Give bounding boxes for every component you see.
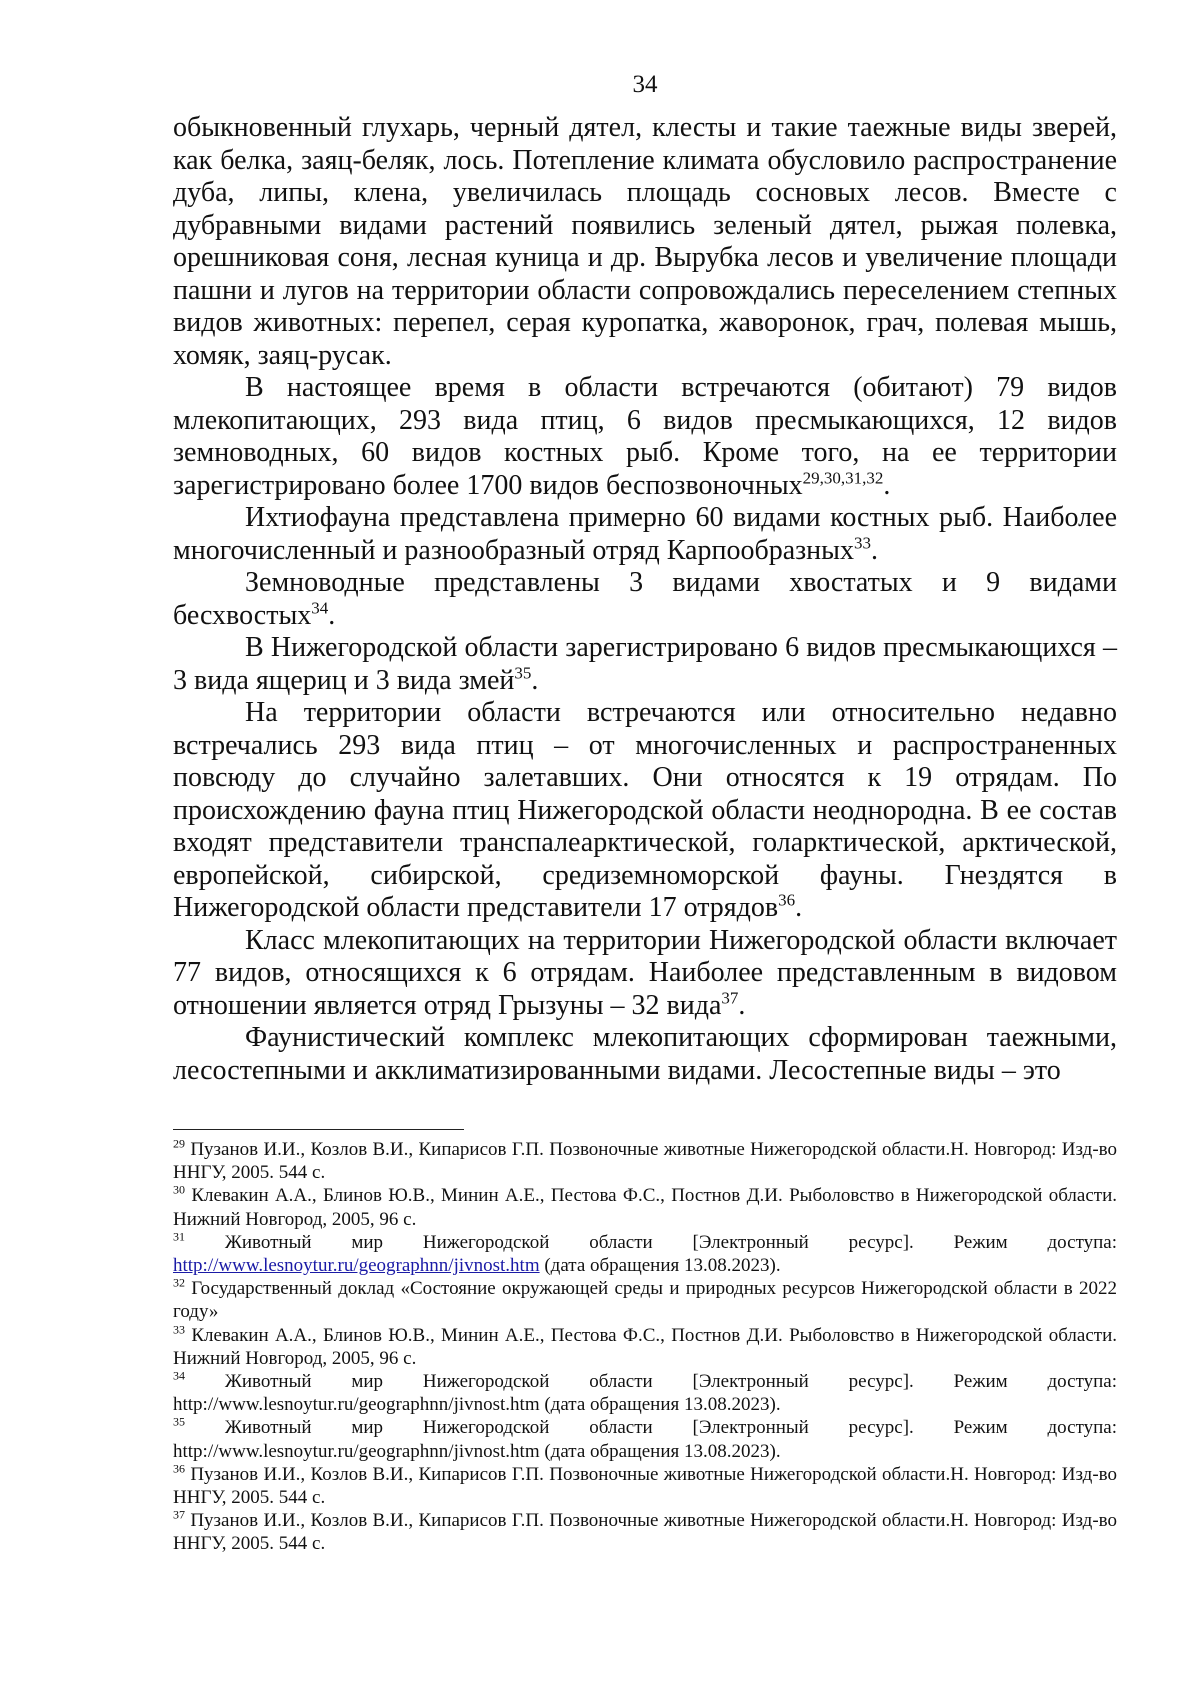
footnote-number: 35 [173, 1415, 185, 1430]
footnote-ref: 37 [721, 988, 739, 1008]
text-run: Пузанов И.И., Козлов В.И., Кипарисов Г.П. Позвоночные животные Нижегородской области.Н. Новгород: Изд-во ННГУ, 2005. 544 с. [173, 1510, 1117, 1555]
footnote [173, 1277, 1117, 1323]
text-run: Пузанов И.И., Козлов В.И., Кипарисов Г.П. Позвоночные животные Нижегородской области.Н. Новгород: Изд-во ННГУ, 2005. 544 с. [173, 1463, 1117, 1509]
text-run: Клевакин А.А., Блинов Ю.В., Минин А.Е., Пестова Ф.С., Постнов Д.И. Рыболовство в Нижегородской области. Нижний Новгород, 2005, 96 с. [173, 1185, 1117, 1230]
text-run: Фаунистический комплекс млекопитающих сформирован таежными, лесостепными и акклиматизированными видами. Лесостепные виды – это [173, 1022, 1117, 1086]
text-run: . [870, 534, 878, 566]
footnote-ref: 36 [778, 890, 796, 910]
text-run: Клевакин А.А., Блинов Ю.В., Минин А.Е., Пестова Ф.С., Постнов Д.И. Рыболовство в Нижегородской области. Нижний Новгород, 2005, 96 с. [173, 1324, 1117, 1369]
text-run: Животный мир Нижегородской области [Электронный ресурс]. Режим доступа: [185, 1231, 1117, 1253]
text-run: обыкновенный глухарь, черный дятел, клесты и такие таежные виды зверей, как белка, заяц-беляк, лось. Потепление климата обусловило распространение дуба, липы, клена, увеличилась площадь сосновых лесов. Вместе с дубравными видами растений появились зеленый дятел, рыжая полевка, орешниковая соня, лесная куница и др. Вырубка лесов и увеличение площади пашни и лугов на территории области сопровождались переселением степных видов животных: перепел, серая куропатка, жаворонок, грач, полевая мышь, хомяк, заяц-русак. [173, 112, 1117, 371]
text-run: . [328, 599, 336, 631]
footnote [173, 1509, 1117, 1555]
footnote-number: 33 [173, 1322, 185, 1337]
text-run: . [795, 892, 803, 923]
text-run: (дата обращения 13.08.2023). [539, 1255, 781, 1277]
footnote [173, 1324, 1117, 1370]
footnote [173, 1138, 1117, 1184]
footnote-number: 30 [173, 1183, 185, 1198]
body-text [173, 112, 1117, 1087]
paragraph [173, 372, 1117, 502]
footnote-number: 29 [173, 1136, 185, 1151]
text-run: Ихтиофауна представлена примерно 60 видами костных рыб. Наиболее многочисленный и разнообразный отряд Карпообразных [173, 502, 1117, 566]
footnote [173, 1231, 1117, 1277]
footnote-link[interactable]: http://www.lesnoytur.ru/geographnn/jivnost.htm [173, 1255, 540, 1277]
footnote-ref: 34 [311, 598, 329, 618]
footnote-number: 34 [173, 1368, 185, 1383]
paragraph [173, 112, 1117, 372]
text-run: Класс млекопитающих на территории Нижегородской области включает 77 видов, относящихся к 6 отрядам. Наиболее представленным в видовом отношении является отряд Грызуны – 32 вида [173, 924, 1117, 1021]
text-run: . [738, 989, 746, 1021]
page-number: 34 [632, 71, 658, 98]
footnote-number: 37 [173, 1507, 185, 1522]
footnote [173, 1416, 1117, 1462]
footnote-ref: 33 [853, 533, 871, 553]
text-run: В настоящее время в области встречаются (обитают) 79 видов млекопитающих, 293 вида птиц, 6 видов пресмыкающихся, 12 видов земноводных, 60 видов костных рыб. Кроме того, на ее территории зарегистрировано более 1700 видов беспозвоночных [173, 372, 1117, 501]
footnote-number: 31 [173, 1229, 185, 1244]
footnote-number: 36 [173, 1461, 185, 1476]
text-run: Пузанов И.И., Козлов В.И., Кипарисов Г.П. Позвоночные животные Нижегородской области.Н. Новгород: Изд-во ННГУ, 2005. 544 с. [173, 1139, 1117, 1184]
paragraph [173, 632, 1117, 697]
text-run: Земноводные представлены 3 видами хвостатых и 9 видами бесхвостых [173, 567, 1117, 631]
paragraph [173, 567, 1117, 632]
text-run: В Нижегородской области зарегистрировано 6 видов пресмыкающихся – 3 вида ящериц и 3 вида змей [173, 632, 1117, 696]
footnote [173, 1184, 1117, 1230]
text-run: Животный мир Нижегородской области [Электронный ресурс]. Режим доступа: http://www.lesnoytur.ru/geographnn/jivnost.htm (дата обращения 13.08.2023). [173, 1417, 1117, 1462]
footnote [173, 1463, 1117, 1509]
paragraph [173, 697, 1117, 925]
paragraph [173, 925, 1117, 1023]
text-run: Животный мир Нижегородской области [Электронный ресурс]. Режим доступа: http://www.lesnoytur.ru/geographnn/jivnost.htm (дата обращения 13.08.2023). [173, 1371, 1117, 1416]
footnote-separator [173, 1129, 464, 1130]
paragraph [173, 1022, 1117, 1087]
footnote-ref: 29,30,31,32 [802, 468, 884, 488]
footnotes [173, 1138, 1117, 1556]
footnote-ref: 35 [514, 663, 532, 683]
footnote [173, 1370, 1117, 1416]
text-run: . [531, 664, 539, 696]
footnote-number: 32 [173, 1275, 185, 1290]
text-run: На территории области встречаются или относительно недавно встречались 293 вида птиц – от многочисленных и распространенных повсюду до случайно залетавших. Они относятся к 19 отрядам. По происхождению фауна птиц Нижегородской области неоднородна. В ее состав входят представители транспалеарктической, голарктической, арктической, европейской, сибирской, средиземноморской фауны. Гнездятся в Нижегородской области представители 17 отрядов [173, 697, 1117, 923]
text-run: . [883, 469, 891, 501]
text-run: Государственный доклад «Состояние окружающей среды и природных ресурсов Нижегородской области в 2022 году» [173, 1278, 1117, 1323]
paragraph [173, 502, 1117, 567]
